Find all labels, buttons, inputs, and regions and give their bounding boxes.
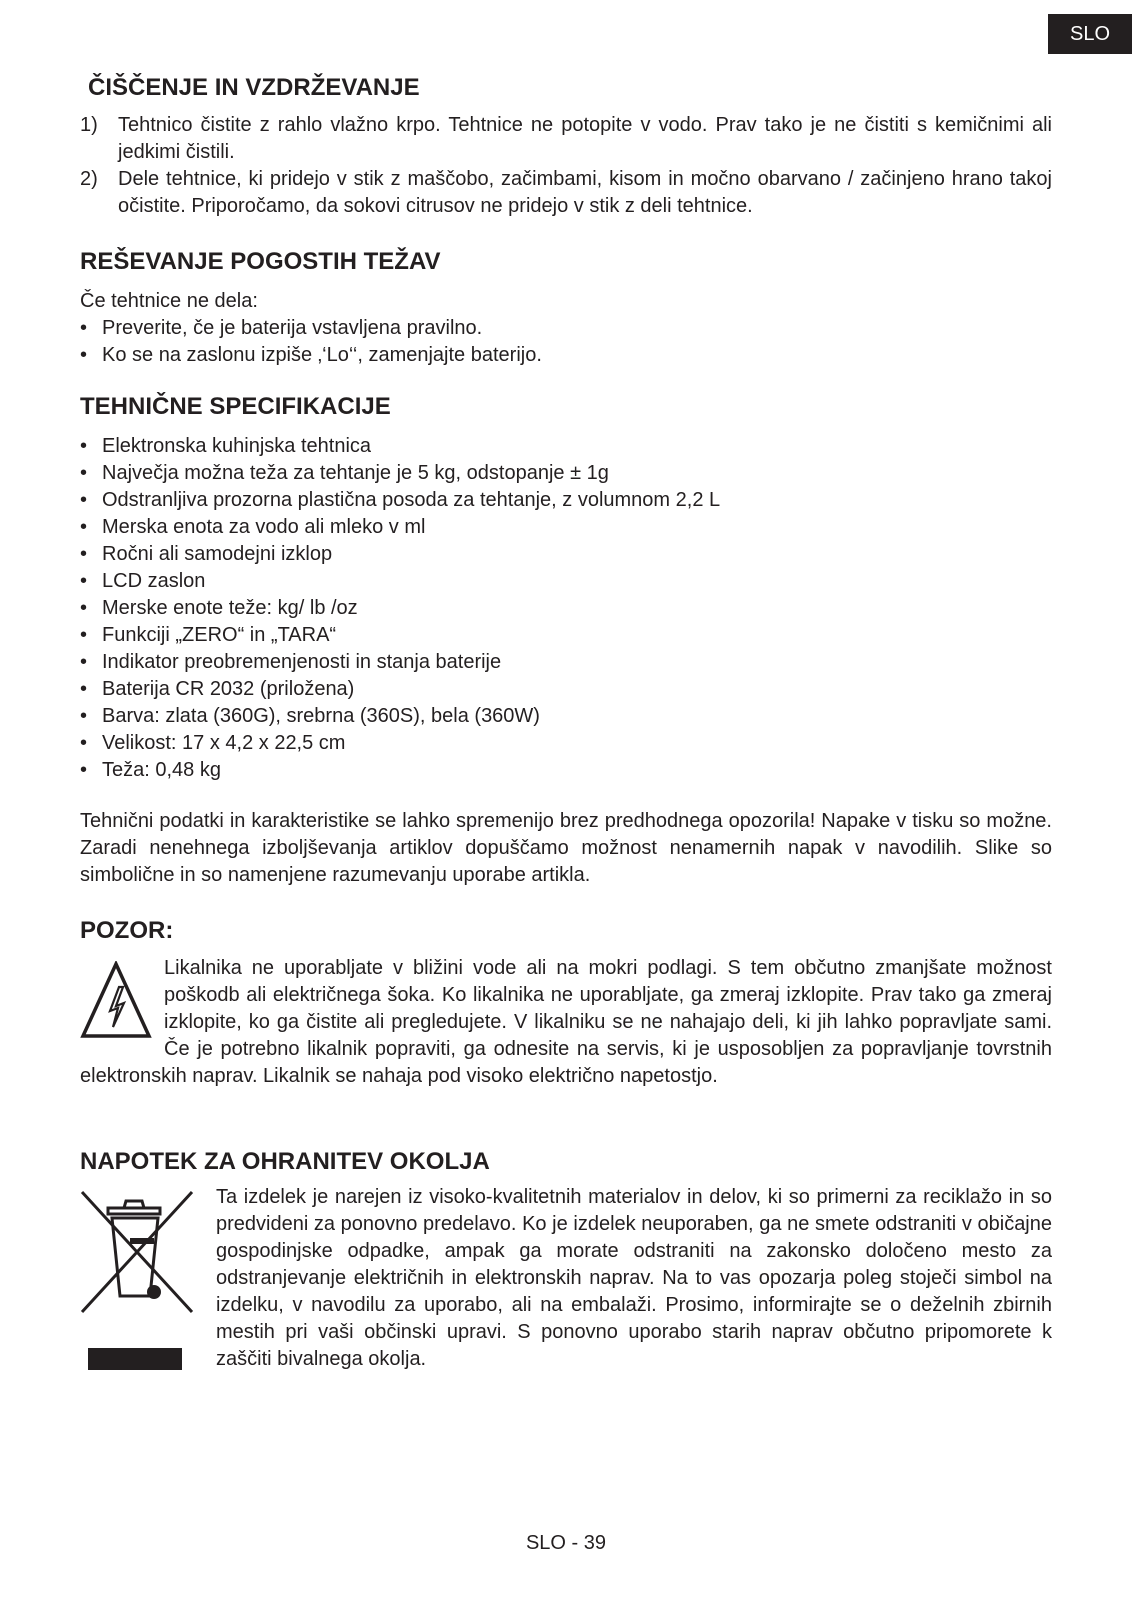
list-item [80,112,1052,166]
list-item: • Barva: zlata (360G), srebrna (360S), bela (360W) [80,703,1052,730]
environment-title: NAPOTEK ZA OHRANITEV OKOLJA [80,1148,490,1175]
page-number: SLO - 39 [525,1532,607,1554]
weee-crossed-bin-icon [78,1188,198,1378]
warning-block [80,955,1052,1090]
list-item-text: Tehtnico čistite z rahlo vlažno krpo. Tehtnice ne potopite v vodo. Prav tako je ne čistiti s kemičnimi ali jedkimi čistili. [118,114,1052,163]
list-item: • Baterija CR 2032 (priložena) [80,676,1052,703]
list-item: • Merske enote teže: kg/ lb /oz [80,595,1052,622]
list-item: • Največja možna teža za tehtanje je 5 kg, odstopanje ± 1g [80,460,1052,487]
list-item: • Ko se na zaslonu izpiše ‚‘Lo‘‘, zamenjajte baterijo. [80,342,1052,369]
environment-text: Ta izdelek je narejen iz visoko-kvalitetnih materialov in delov, ki so primerni za reciklažo in so predvideni za ponovno predelavo. Ko je izdelek neuporaben, ga ne smete odstraniti v običajne gospodinjske odpadke, ampak ga morate odstraniti na zakonsko določeno mesto za odstranjevanje električnih in elektronskih naprav. Na to vas opozarja poleg stoječi simbol na izdelku, v navodilu za uporabo, ali na embalaži. Prosimo, informirajte se o deželnih zbirnih mestih pri vaši občinski upravi. S ponovno uporabo starih naprav občutno pripomorete k zaščiti bivalnega okolja. [216,1186,1052,1370]
cleaning-title: ČIŠČENJE IN VZDRŽEVANJE [88,74,420,101]
list-item: • Preverite, če je baterija vstavljena pravilno. [80,315,1052,342]
list-item-text: Dele tehtnice, ki pridejo v stik z maščobo, začimbami, kisom in močno obarvano / začinjeno hrano takoj očistite. Priporočamo, da sokovi citrusov ne pridejo v stik z deli tehtnice. [118,168,1052,217]
specs-disclaimer: Tehnični podatki in karakteristike se lahko spremenijo brez predhodnega opozorila! Napake v tisku so možne. Zaradi nenehnega izboljševanja artiklov dopuščamo možnost nenamernih napak v navodilih. Slike so simbolične in so namenjene razumevanju uporabe artikla. [80,810,1052,886]
list-item: • Teža: 0,48 kg [80,757,1052,784]
list-item: • Velikost: 17 x 4,2 x 22,5 cm [80,730,1052,757]
list-item: • Funkciji „ZERO“ in „TARA“ [80,622,1052,649]
list-item: • Merska enota za vodo ali mleko v ml [80,514,1052,541]
list-item: • Elektronska kuhinjska tehtnica [80,433,1052,460]
page-content [80,72,1052,1378]
specs-title: TEHNIČNE SPECIFIKACIJE [80,393,391,420]
list-number: 2) [80,168,98,190]
specs-list [80,433,1052,784]
warning-title: POZOR: [80,917,174,944]
list-item: • LCD zaslon [80,568,1052,595]
list-item: • Indikator preobremenjenosti in stanja baterije [80,649,1052,676]
warning-text: Likalnika ne uporabljate v bližini vode ali na mokri podlagi. S tem občutno zmanjšate možnost poškodb ali električnega šoka. Ko likalnika ne uporabljate, ga zmeraj izklopite. Prav tako ga zmeraj izklopite, ko ga čistite ali pregledujete. V likalniku se ne nahajajo deli, ki jih lahko popravljate sami. Če je potrebno likalnik popraviti, ga odnesite na servis, ki je usposobljen za popravljanje tovrstnih elektronskih naprav. Likalnik se nahaja pod visoko električno napetostjo. [80,957,1052,1087]
environment-block [80,1184,1052,1373]
electric-hazard-icon [80,961,152,1039]
list-item: • Odstranljiva prozorna plastična posoda za tehtanje, z volumnom 2,2 L [80,487,1052,514]
language-tab: SLO [1048,14,1132,54]
list-item [80,166,1052,220]
troubleshooting-intro: Če tehtnice ne dela: [80,290,258,312]
list-number: 1) [80,114,98,136]
list-item: • Ročni ali samodejni izklop [80,541,1052,568]
cleaning-list [80,112,1052,220]
troubleshooting-list [80,315,1052,369]
troubleshooting-title: REŠEVANJE POGOSTIH TEŽAV [80,248,441,275]
